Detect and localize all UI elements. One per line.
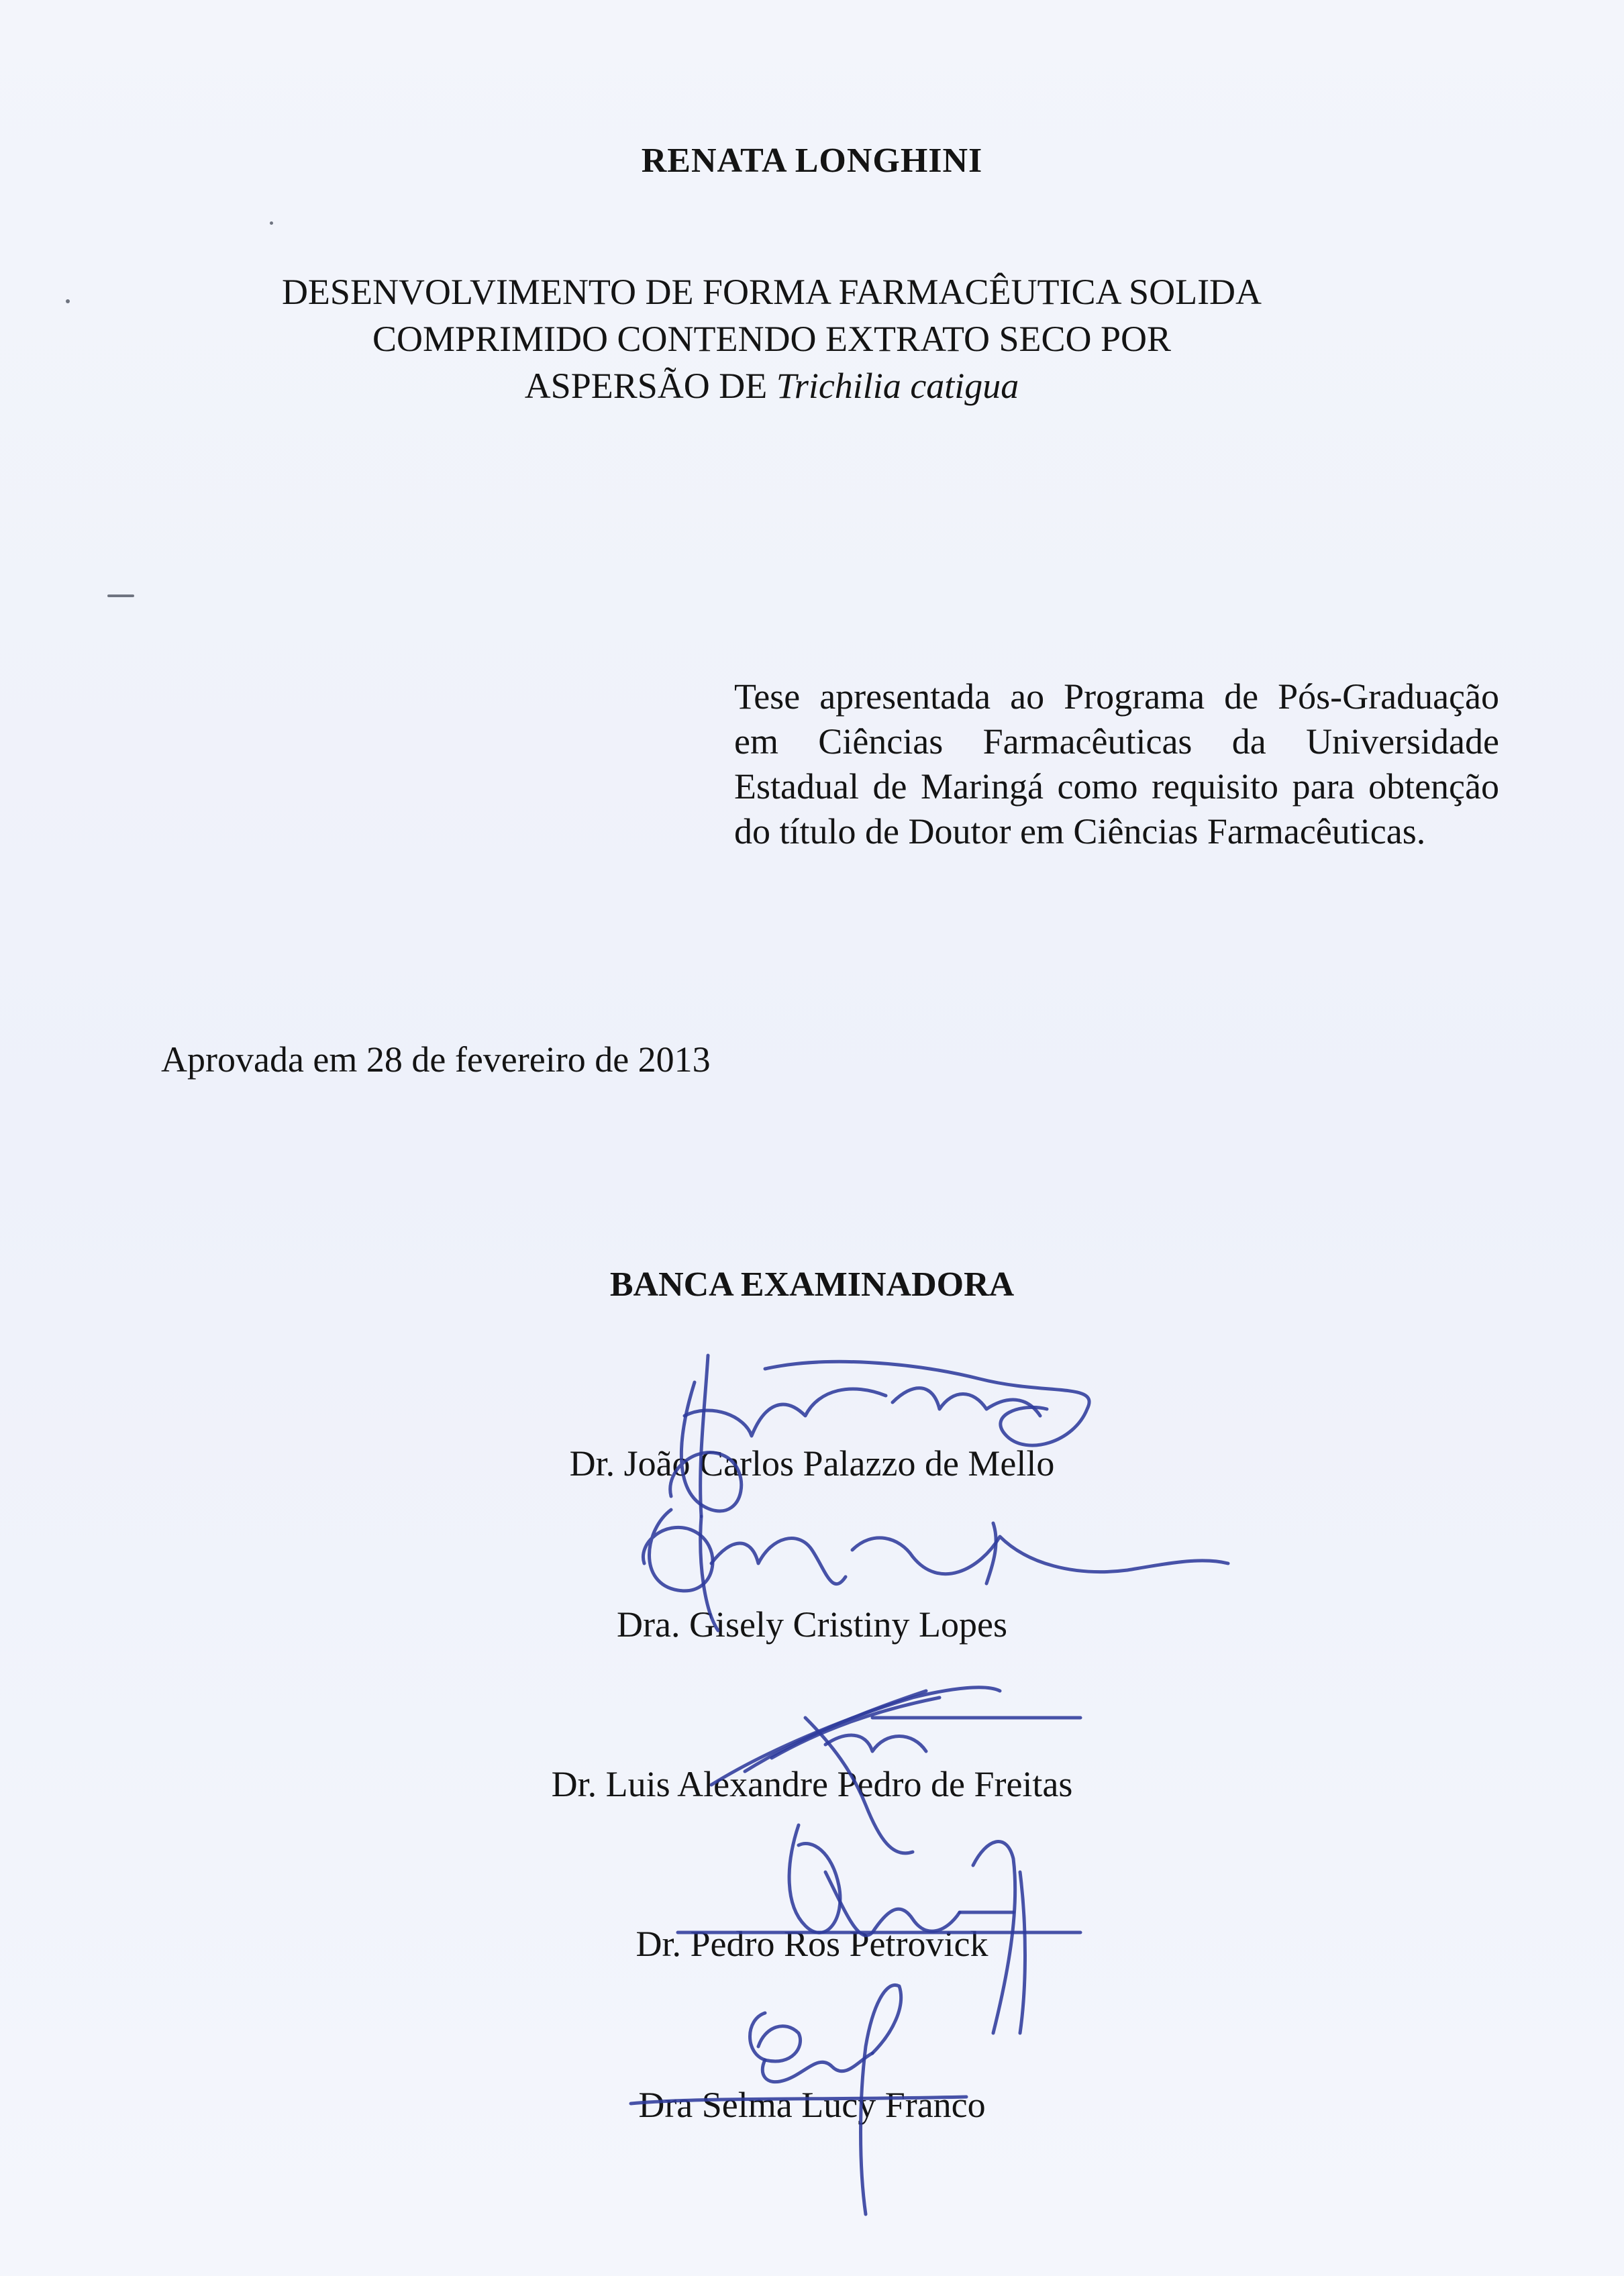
speck <box>107 594 134 597</box>
board-member: Dra. Gisely Cristiny Lopes <box>617 1604 1007 1645</box>
species-name: Trichilia catigua <box>776 366 1019 406</box>
board-member: Dr. Luis Alexandre Pedro de Freitas <box>551 1764 1073 1804</box>
speck <box>66 299 70 303</box>
title-line-3 <box>134 362 1409 409</box>
title-line-3-prefix: ASPERSÃO DE <box>524 366 768 406</box>
thesis-title <box>134 268 1409 409</box>
title-line-2: COMPRIMIDO CONTENDO EXTRATO SECO POR <box>372 319 1172 359</box>
speck <box>270 221 273 225</box>
approval-date: Aprovada em 28 de fevereiro de 2013 <box>161 1039 711 1080</box>
thesis-statement: Tese apresentada ao Programa de Pós-Graduação em Ciências Farmacêuticas da Universidade Estadual de Maringá como requisito para obtenção do título de Doutor em Ciências Farmacêuticas. <box>734 676 1499 851</box>
board-member: Dr. Pedro Ros Petrovick <box>636 1924 988 1964</box>
board-member: Dra Selma Lucy Franco <box>638 2085 986 2125</box>
board-member: Dr. João Carlos Palazzo de Mello <box>569 1443 1055 1484</box>
author-name: RENATA LONGHINI <box>641 142 983 180</box>
title-line-1: DESENVOLVIMENTO DE FORMA FARMACÊUTICA SOLIDA <box>281 272 1262 312</box>
board-heading: BANCA EXAMINADORA <box>609 1265 1015 1304</box>
signature-1 <box>670 1355 1089 1516</box>
